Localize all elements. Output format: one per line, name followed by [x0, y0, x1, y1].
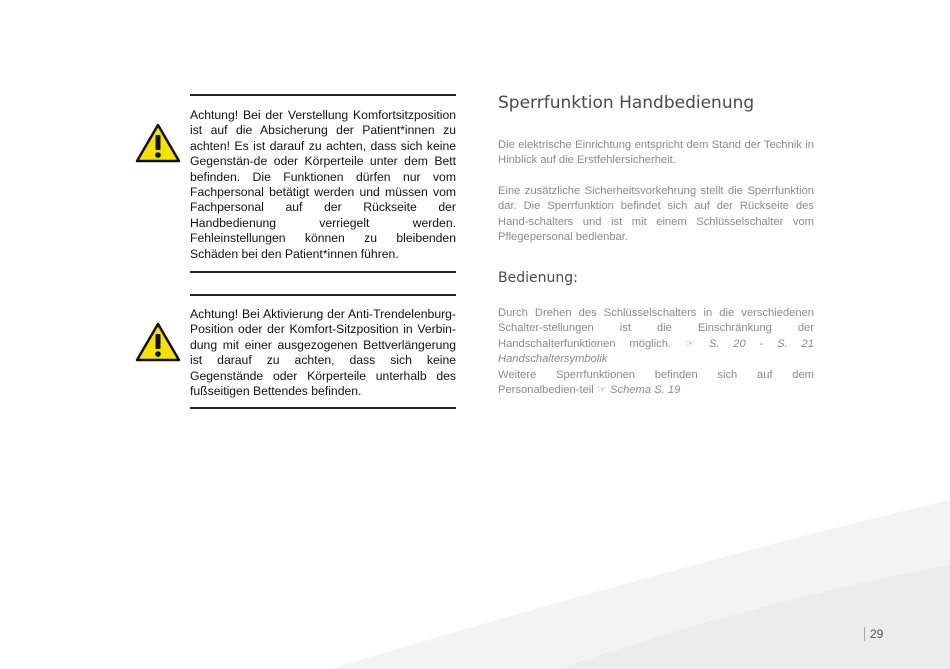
- warning-text-2: Achtung! Bei Aktivierung der Anti-Trendelenburg-Position oder der Komfort-Sitzposition in Verbin-dung mit einer ausgezogenen Bettverlängerung ist darauf zu achten, dass sich keine Gegenstände oder Körperteile unterhalb des fußseitigen Bettendes befinden.: [190, 307, 456, 399]
- operation-paragraph-2: [498, 368, 814, 399]
- operation-text-1: Durch Drehen des Schlüsselschalters in die verschiedenen Schalter-stellungen ist die Einschränkung der Handschalterfunktionen möglich.: [498, 307, 814, 350]
- intro-paragraph-1: Die elektrische Einrichtung entspricht dem Stand der Technik in Hinblick auf die Erstfehlersicherheit.: [498, 139, 814, 167]
- section-title: Sperrfunktion Handbedienung: [498, 93, 755, 113]
- warning-box-2: [190, 294, 456, 409]
- pointing-hand-icon: ☞: [684, 337, 695, 350]
- warning-box-1: [190, 94, 456, 273]
- page-number: 29: [864, 627, 883, 641]
- warning-triangle-icon: [135, 322, 181, 362]
- operation-paragraph-1: [498, 306, 814, 368]
- warning-bottom-rule: [190, 271, 456, 273]
- intro-paragraph-2: Eine zusätzliche Sicherheitsvorkehrung stellt die Sperrfunktion dar. Die Sperrfunktion befindet sich auf der Rückseite des Hand-schalters und ist mit einem Schlüsselschalter vom Pflegepersonal bedienbar.: [498, 185, 814, 244]
- operation-text-2: Weitere Sperrfunktionen befinden sich auf dem Personalbedien-teil: [498, 369, 814, 397]
- page-reference-2: Schema S. 19: [610, 384, 681, 397]
- warning-bottom-rule: [190, 407, 456, 409]
- warning-text-1: Achtung! Bei der Verstellung Komfortsitzposition ist auf die Absicherung der Patient*innen zu achten! Es ist darauf zu achten, dass sich keine Gegenstän-de oder Körperteile unter dem Bett befinden. Die Funktionen dürfen nur vom Fachpersonal betätigt werden und müssen vom Fachpersonal auf der Rückseite der Handbedienung verriegelt werden. Fehleinstellungen können zu bleibenden Schäden bei den Patient*innen führen.: [190, 108, 456, 261]
- warning-triangle-icon: [135, 123, 181, 163]
- page-reference-1: S. 20 - S. 21 Handschaltersymbolik: [498, 337, 814, 366]
- subsection-title: Bedienung:: [498, 270, 578, 286]
- pointing-hand-icon: ☞: [596, 384, 607, 397]
